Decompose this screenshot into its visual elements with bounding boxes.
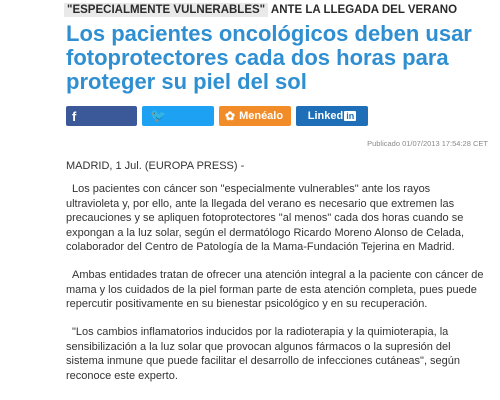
meneame-share-button[interactable] <box>219 106 291 126</box>
twitter-icon: 🐦 <box>150 108 167 123</box>
linkedin-share-button[interactable] <box>296 106 368 126</box>
linkedin-icon: in <box>346 111 355 121</box>
article-paragraph: Los pacientes con cáncer son "especialmente vulnerables" ante los rayos ultravioleta y, por ello, ante la llegada del verano es necesario que extremen las precauciones y se apliquen fotoprotectores "al menos" cada dos horas cuando se expongan a la luz solar, según el dermatólogo Ricardo Moreno Alonso de Celada, colaborador del Centro de Patología de la Mama-Fundación Tejerina en Madrid. <box>66 183 465 253</box>
article-dateline: MADRID, 1 Jul. (EUROPA PRESS) - <box>66 160 245 172</box>
twitter-share-button[interactable] <box>142 106 214 126</box>
article-paragraph: Ambas entidades tratan de ofrecer una atención integral a la paciente con cáncer de mama y los cuidados de la piel forman parte de esta atención completa, pues puede repercutir positivamente en su bienestar psicológico y en su recuperación. <box>66 269 484 310</box>
meneame-icon: ✿ <box>225 109 236 123</box>
linkedin-label: Linked <box>307 110 344 122</box>
article-kicker <box>64 4 457 16</box>
published-timestamp: Publicado 01/07/2013 17:54:28 CET <box>367 139 488 148</box>
facebook-share-button[interactable] <box>66 106 137 126</box>
article-headline: Los pacientes oncológicos deben usar fotoprotectores cada dos horas para proteger su piel del sol <box>66 21 472 94</box>
share-bar <box>66 106 426 126</box>
kicker-quoted: "ESPECIALMENTE VULNERABLES" <box>64 3 268 17</box>
kicker-rest: ANTE LA LLEGADA DEL VERANO <box>268 4 458 16</box>
meneame-label: Menéalo <box>239 110 284 122</box>
facebook-icon: f <box>72 108 77 124</box>
article-paragraph: "Los cambios inflamatorios inducidos por la radioterapia y la quimioterapia, la sensibilización a la luz solar que provocan algunos fármacos o la supresión del sistema inmune que puede facilitar el desarrollo de infecciones cutáneas", según reconoce este experto. <box>66 326 461 382</box>
